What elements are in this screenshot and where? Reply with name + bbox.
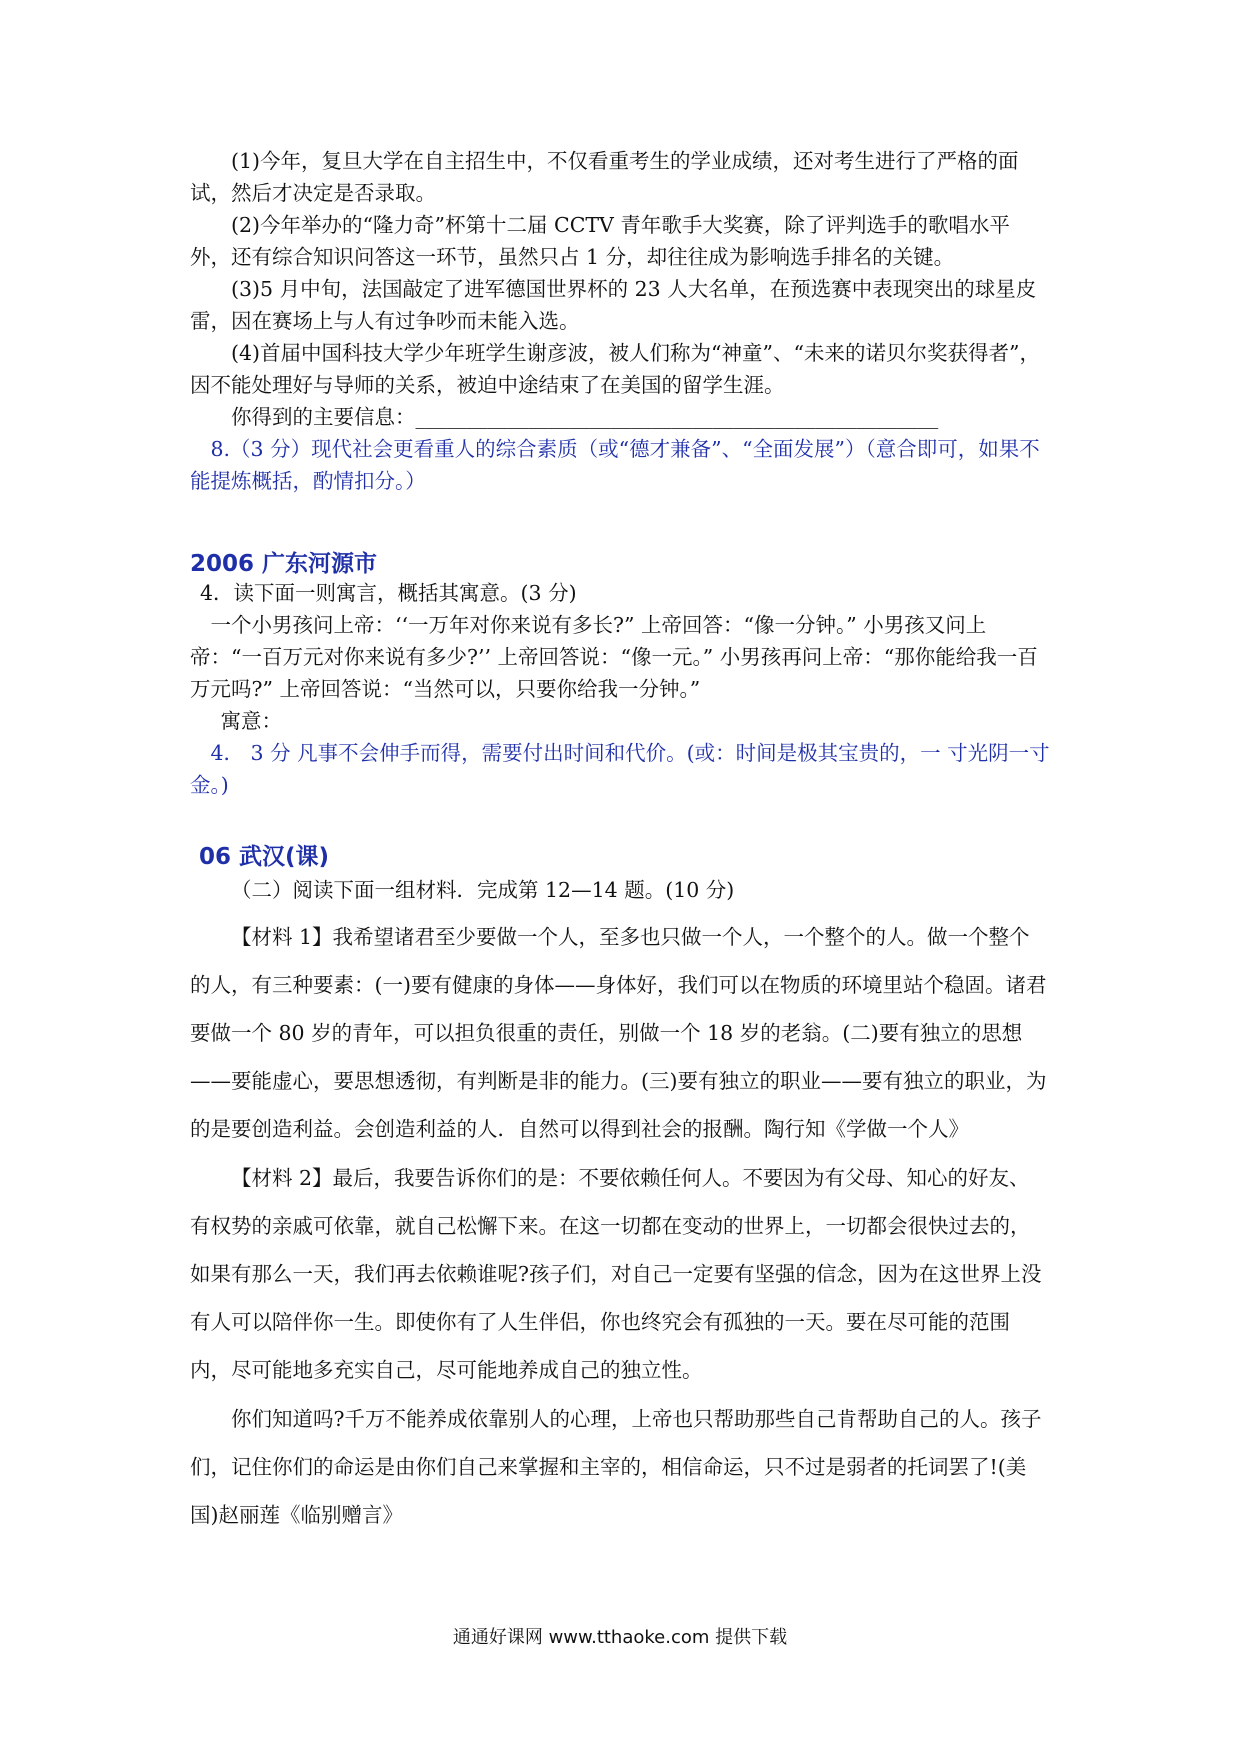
section-heading-heyuan: 2006 广东河源市 [190,551,378,577]
main-info-prompt [190,402,1050,434]
example-4: (4)首届中国科技大学少年班学生谢彦波，被人们称为“神童”、“未来的诺贝尔奖获得者”，因不能处理好与导师的关系，被迫中途结束了在美国的留学生涯。 [190,340,1040,397]
page-footer: 通通好课网 www.tthaoke.com 提供下载 [452,1627,788,1648]
material-2-cont: 你们知道吗?千万不能养成依靠别人的心理，上帝也只帮助那些自己肯帮助自己的人。孩子们，记住你们的命运是由你们自己来掌握和主宰的，相信命运，只不过是弱者的托词罢了!(美国)赵丽莲《临别赠言》 [190,1406,1042,1527]
heyuan-block [190,578,1050,802]
section-heading-wuhan: 06 武汉(课) [199,844,330,870]
material-2: 【材料 2】最后，我要告诉你们的是：不要依赖任何人。不要因为有父母、知心的好友、有权势的亲戚可依靠，就自己松懈下来。在这一切都在变动的世界上，一切都会很快过去的，如果有那么一天，我们再去依赖谁呢?孩子们，对自己一定要有坚强的信念，因为在这世界上没有人可以陪伴你一生。即使你有了人生伴侣，你也终究会有孤独的一天。要在尽可能的范围内，尽可能地多充实自己，尽可能地养成自己的独立性。 [190,1165,1042,1383]
prompt-label: 你得到的主要信息： [231,404,416,429]
moral-label: 寓意： [220,708,282,733]
answer-8: 8.（3 分）现代社会更看重人的综合素质（或“德才兼备”、“全面发展”）（意合即可，如果不能提炼概括，酌情扣分。） [190,436,1040,493]
fable-text: 一个小男孩问上帝：‘‘一万年对你来说有多长?” 上帝回答：“像一分钟。” 小男孩又问上帝：“一百万元对你来说有多少?’’ 上帝回答说：“像一元。” 小男孩再问上帝：“那你能给我一百万元吗?” 上帝回答说：“当然可以，只要你给我一分钟。” [190,612,1038,701]
example-3: (3)5 月中旬，法国敲定了进军德国世界杯的 23 人大名单，在预选赛中表现突出的球星皮雷，因在赛场上与人有过争吵而未能入选。 [190,276,1037,333]
answer-blank: ___________________________________________________ [415,404,939,429]
wuhan-block [190,874,1050,1539]
material-1: 【材料 1】我希望诸君至少要做一个人，至多也只做一个人，一个整个的人。做一个整个的人，有三种要素：(一)要有健康的身体——身体好，我们可以在物质的环境里站个稳固。诸君要做一个 80 岁的青年，可以担负很重的责任，别做一个 18 岁的老翁。(二)要有独立的思想——要能虚心，要思想透彻，有判断是非的能力。(三)要有独立的职业——要有独立的职业，为的是要创造利益。会创造利益的人．自然可以得到社会的报酬。陶行知《学做一个人》 [190,924,1047,1142]
example-1: (1)今年，复旦大学在自主招生中，不仅看重考生的学业成绩，还对考生进行了严格的面试，然后才决定是否录取。 [190,149,1019,205]
example-2: (2)今年举办的“隆力奇”杯第十二届 CCTV 青年歌手大奖赛，除了评判选手的歌唱水平外，还有综合知识问答这一环节，虽然只占 1 分，却往往成为影响选手排名的关键。 [190,212,1010,269]
answer-4: 4． 3 分 凡事不会伸手而得，需要付出时间和代价。(或：时间是极其宝贵的，一 寸光阴一寸金。) [190,740,1050,797]
examples-block [190,146,1050,498]
wuhan-intro: （二）阅读下面一组材料．完成第 12—14 题。(10 分) [231,878,735,902]
question-4: 4．读下面一则寓言，概括其寓意。(3 分) [200,581,577,605]
